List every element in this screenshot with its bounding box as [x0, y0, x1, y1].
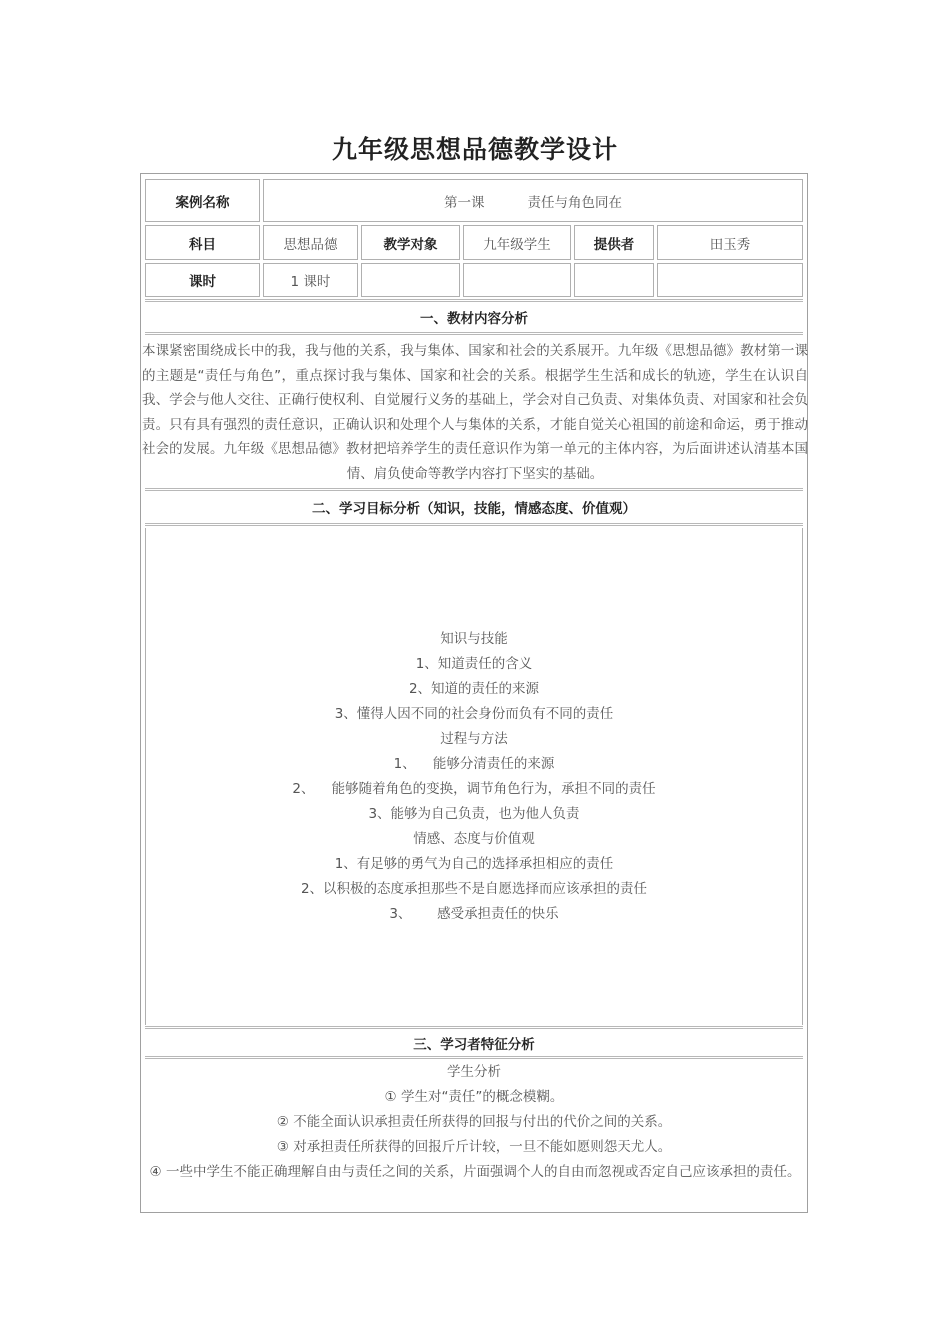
objective-line: 情感、态度与价值观 [413, 831, 535, 847]
objective-line: 3、懂得人因不同的社会身份而负有不同的责任 [334, 706, 614, 722]
teaching-target-label: 教学对象 [361, 225, 460, 260]
objective-line: 1、 能够分清责任的来源 [393, 756, 555, 772]
provider-value: 田玉秀 [657, 225, 803, 260]
empty-cell [361, 263, 460, 297]
objective-line: 过程与方法 [440, 731, 508, 747]
teaching-target-value: 九年级学生 [463, 225, 571, 260]
analysis-line: ① 学生对“责任”的概念模糊。 [384, 1089, 564, 1105]
subject-label: 科目 [145, 225, 260, 260]
period-label: 课时 [145, 263, 260, 297]
subject-value: 思想品德 [263, 225, 358, 260]
section3-heading: 三、学习者特征分析 [145, 1026, 803, 1059]
case-name-label: 案例名称 [145, 179, 260, 222]
empty-cell [657, 263, 803, 297]
analysis-last-paragraph: ④ 一些中学生不能正确理解自由与责任之间的关系，片面强调个人的自由而忽视或否定自己应该承担的责任。 [149, 1164, 801, 1180]
provider-label: 提供者 [574, 225, 654, 260]
section1-heading: 一、教材内容分析 [145, 299, 803, 335]
case-name-value: 第一课 责任与角色同在 [263, 179, 803, 222]
objective-line: 1、有足够的勇气为自己的选择承担相应的责任 [334, 856, 614, 872]
learner-analysis [145, 1060, 803, 1160]
empty-cell [574, 263, 654, 297]
objective-line: 2、 能够随着角色的变换，调节角色行为，承担不同的责任 [292, 781, 656, 797]
learning-objectives [145, 627, 803, 927]
objective-line: 2、知道的责任的来源 [408, 681, 540, 697]
document-title: 九年级思想品德教学设计 [331, 135, 618, 164]
period-value: 1 课时 [263, 263, 358, 297]
analysis-line: 学生分析 [447, 1064, 501, 1080]
objective-line: 1、知道责任的含义 [415, 656, 533, 672]
objective-line: 3、能够为自己负责，也为他人负责 [368, 806, 580, 822]
objective-line: 3、 感受承担责任的快乐 [389, 906, 559, 922]
analysis-line: ② 不能全面认识承担责任所获得的回报与付出的代价之间的关系。 [276, 1114, 672, 1130]
analysis-line: ③ 对承担责任所获得的回报斤斤计较，一旦不能如愿则怨天尤人。 [276, 1139, 672, 1155]
section1-body: 本课紧密围绕成长中的我，我与他的关系，我与集体、国家和社会的关系展开。九年级《思想品德》教材第一课的主题是“责任与角色”，重点探讨我与集体、国家和社会的关系。根据学生生活和成长的轨迹，学生在认识自我、学会与他人交往、正确行使权利、自觉履行义务的基础上，学会对自己负责、对集体负责、对国家和社会负责。只有具有强烈的责任意识，正确认识和处理个人与集体的关系，才能自觉关心祖国的前途和命运，勇于推动社会的发展。九年级《思想品德》教材把培养学生的责任意识作为第一单元的主体内容，为后面讲述认清基本国情、肩负使命等教学内容打下坚实的基础。 [142, 343, 808, 482]
objective-line: 知识与技能 [440, 631, 508, 647]
empty-cell [463, 263, 571, 297]
section2-heading: 二、学习目标分析（知识，技能，情感态度、价值观） [145, 488, 803, 526]
objective-line: 2、以积极的态度承担那些不是自愿选择而应该承担的责任 [300, 881, 648, 897]
